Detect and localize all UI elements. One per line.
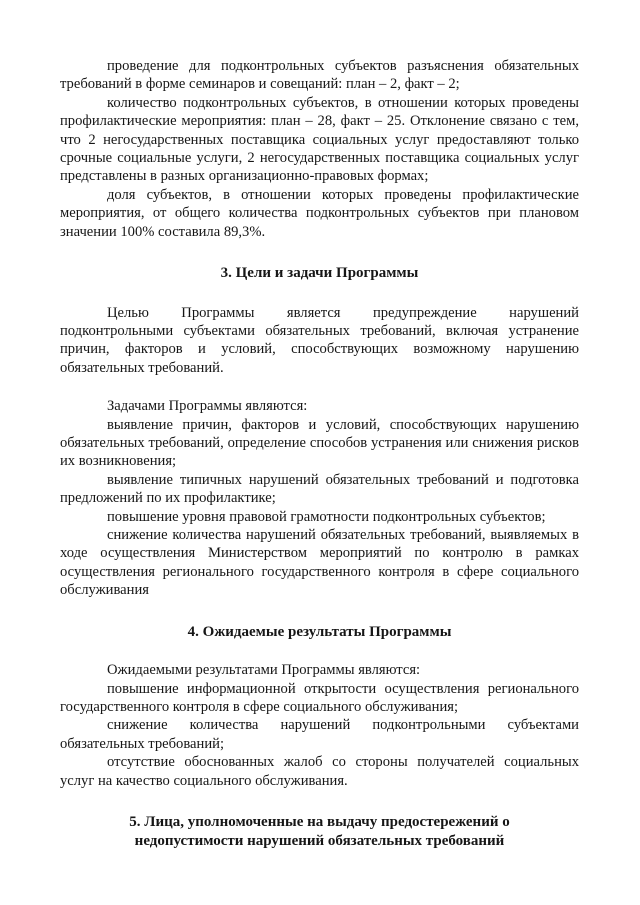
- paragraph-subjects-share: доля субъектов, в отношении которых проведены профилактические мероприятия, от общего количества подконтрольных субъектов при плановом значении 100% составила 89,3%.: [60, 186, 579, 240]
- section-5-heading: [60, 813, 579, 850]
- list-item-task: повышение уровня правовой грамотности подконтрольных субъектов;: [107, 508, 546, 525]
- list-item-result: повышение информационной открытости осуществления регионального государственного контроля в сфере социального обслуживания;: [60, 680, 579, 715]
- paragraph-program-goal: Целью Программы является предупреждение нарушений подконтрольными субъектами обязательных требований, включая устранение причин, факторов и условий, способствующих возможному нарушению обязательных требований.: [60, 304, 579, 376]
- section-5-heading-line-1: 5. Лица, уполномоченные на выдачу предостережений о: [129, 814, 510, 830]
- list-item-result: снижение количества нарушений подконтрольными субъектами обязательных требований;: [60, 717, 579, 752]
- paragraph-subjects-count: количество подконтрольных субъектов, в отношении которых проведены профилактические мероприятия: план – 28, факт – 25. Отклонение связано с тем, что 2 негосударственных поставщика социальных услуг предоставляют только срочные социальные услуги, 2 негосударственных поставщика социальных услуг представлены в разных организационно-правовых формах;: [60, 94, 579, 185]
- paragraph-results-intro: Ожидаемыми результатами Программы являются:: [107, 662, 421, 679]
- list-item-task: выявление типичных нарушений обязательных требований и подготовка предложений по их профилактике;: [60, 471, 579, 507]
- section-4-heading: 4. Ожидаемые результаты Программы: [187, 623, 452, 640]
- paragraph-seminars: проведение для подконтрольных субъектов разъяснения обязательных требований в форме семинаров и совещаний: план – 2, факт – 2;: [60, 58, 579, 93]
- list-item-result: отсутствие обоснованных жалоб со стороны получателей социальных услуг на качество социального обслуживания.: [60, 754, 579, 789]
- document-page: [60, 57, 579, 850]
- section-3-heading: 3. Цели и задачи Программы: [220, 265, 419, 282]
- list-item-task: выявление причин, факторов и условий, способствующих нарушению обязательных требований, определение способов устранения или снижения рисков их возникновения;: [60, 416, 579, 470]
- paragraph-tasks-intro: Задачами Программы являются:: [107, 398, 308, 415]
- list-item-task: снижение количества нарушений обязательных требований, выявляемых в ходе осуществления Министерством мероприятий по контролю в рамках осуществления регионального государственного контроля в сфере социального обслуживания: [60, 527, 579, 599]
- section-5-heading-line-2: недопустимости нарушений обязательных требований: [134, 832, 505, 849]
